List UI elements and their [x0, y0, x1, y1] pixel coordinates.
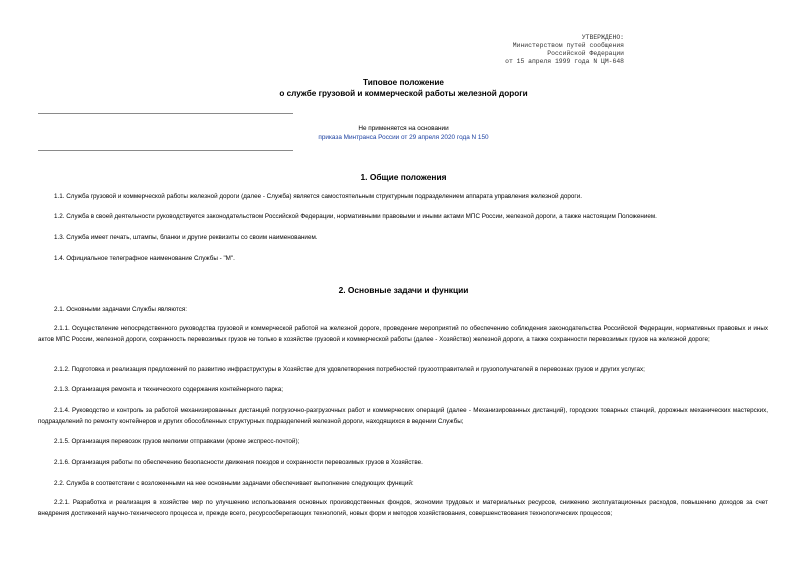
- paragraph: 2.2. Служба в соответствии с возложенными на нее основными задачами обеспечивает выполнение следующих функций:: [54, 480, 414, 487]
- document-title-line: Типовое положение: [363, 78, 444, 87]
- paragraph: 1.4. Официальное телеграфное наименование Службы - "М".: [54, 255, 235, 262]
- paragraph: 1.1. Служба грузовой и коммерческой работы железной дороги (далее - Служба) является самостоятельным структурным подразделением аппарата управления железной дороги.: [54, 193, 582, 200]
- approval-stamp: [505, 34, 624, 66]
- section-heading-tasks: 2. Основные задачи и функции: [338, 285, 469, 295]
- paragraph: 2.1. Основными задачами Службы являются:: [54, 306, 188, 313]
- notice-link[interactable]: приказа Минтранса России от 29 апреля 2020 года N 150: [318, 134, 489, 141]
- approval-line: УТВЕРЖДЕНО:: [581, 34, 624, 41]
- document-subtitle-line: о службе грузовой и коммерческой работы железной дороги: [279, 89, 528, 98]
- paragraph: 2.1.3. Организация ремонта и технического содержания контейнерного парка;: [54, 386, 284, 393]
- paragraph: 2.1.6. Организация работы по обеспечению безопасности движения поездов и сохранности перевозимых грузов в Хозяйстве.: [54, 459, 423, 466]
- paragraph: 2.1.2. Подготовка и реализация предложений по развитию инфраструктуры в Хозяйстве для удовлетворения потребностей грузоотправителей и грузополучателей в перевозках грузов и других услугах;: [54, 366, 645, 373]
- approval-line: от 15 апреля 1999 года N ЦМ-648: [505, 58, 624, 65]
- section-heading-general: 1. Общие положения: [360, 172, 447, 182]
- paragraph: 2.1.5. Организация перевозок грузов мелкими отправками (кроме экспресс-почтой);: [54, 438, 300, 445]
- divider-top: [38, 113, 293, 114]
- paragraph: 2.1.1. Осуществление непосредственного руководства грузовой и коммерческой работой на железной дороге, проведение мероприятий по обеспечению соблюдения законодательства Российской Федерации, нормативных правовых и иных актов МПС России, железной дороги, сохранность перевозимых грузов не только в хозяйстве грузовой и коммерческой работы (далее - Хозяйство) железной дороги, а также сохранности перевозимых грузов на железной дороге;: [38, 325, 768, 343]
- paragraph: 2.1.4. Руководство и контроль за работой механизированных дистанций погрузочно-разгрузочных работ и коммерческих операций (далее - Механизированных дистанций), городских товарных станций, дорожных механических мастерских, подразделений по ремонту контейнеров и других обособленных структурных подразделений железной дороги, находящихся в ведении Службы;: [38, 407, 768, 425]
- paragraph: 1.3. Служба имеет печать, штампы, бланки и другие реквизиты со своим наименованием.: [54, 234, 318, 241]
- document-title: [0, 77, 807, 99]
- approval-line: Министерством путей сообщения: [512, 42, 624, 49]
- divider-bottom: [38, 150, 293, 151]
- status-notice: [0, 124, 807, 142]
- paragraph: 2.2.1. Разработка и реализация в хозяйстве мер по улучшению использования основных производственных фондов, экономии трудовых и материальных ресурсов, снижению эксплуатационных расходов, повышению доходов за счет внедрения достижений научно-технического процесса и, прежде всего, ресурсосберегающих технологий, новых форм и методов хозяйствования, совершенствования технологических процессов;: [38, 499, 768, 517]
- notice-text: Не применяется на основании: [358, 125, 449, 132]
- approval-line: Российской Федерации: [547, 50, 624, 57]
- paragraph: 1.2. Служба в своей деятельности руководствуется законодательством Российской Федерации, нормативными правовыми и иными актами МПС России, железной дороги, а также настоящим Положением.: [54, 213, 657, 220]
